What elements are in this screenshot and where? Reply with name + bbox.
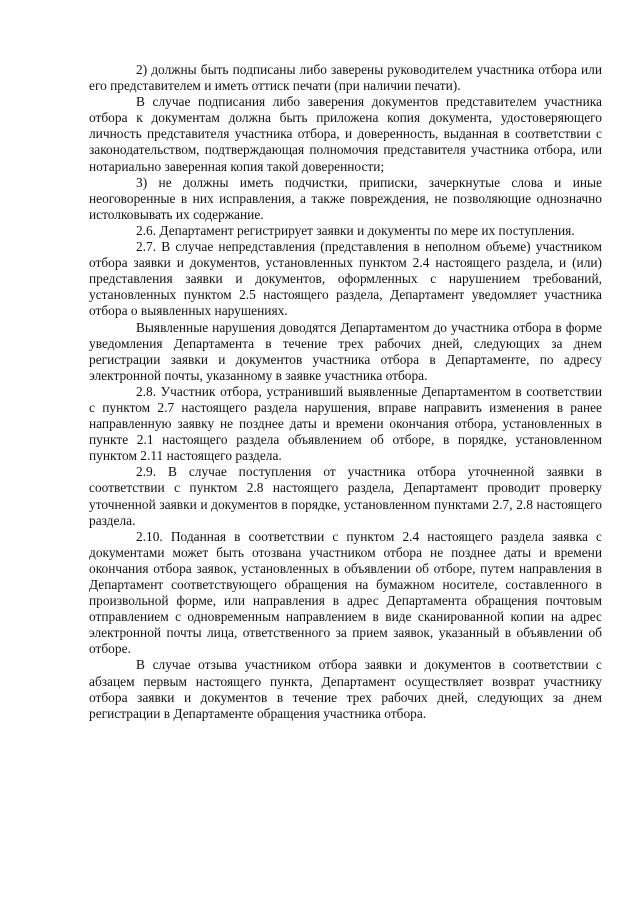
paragraph-item3-no-corrections: 3) не должны иметь подчистки, приписки, зачеркнутые слова и иные неоговоренные в них исправления, а также повреждения, не позволяющие однозначно истолковывать их содержание. [89,174,602,222]
paragraph-2-9: 2.9. В случае поступления от участника отбора уточненной заявки в соответствии с пунктом 2.8 настоящего раздела, Департамент проводит проверку уточненной заявки и документов в порядке, установленном пунктами 2.7, 2.8 настоящего раздела. [89,464,602,528]
paragraph-2-7: 2.7. В случае непредставления (представления в неполном объеме) участником отбора заявки и документов, установленных пунктом 2.4 настоящего раздела, и (или) представления заявки и документов, оформленных с нарушением требований, установленных пунктом 2.5 настоящего раздела, Департамент уведомляет участника отбора о выявленных нарушениях. [89,239,602,319]
paragraph-2-8: 2.8. Участник отбора, устранивший выявленные Департаментом в соответствии с пунктом 2.7 настоящего раздела нарушения, вправе направить изменения в ранее направленную заявку не позднее даты и времени окончания отбора, установленных в пункте 2.1 настоящего раздела объявлением об отборе, в порядке, установленном пунктом 2.11 настоящего раздела. [89,383,602,464]
paragraph-2-10: 2.10. Поданная в соответствии с пунктом 2.4 настоящего раздела заявка с документами может быть отозвана участником отбора не позднее даты и времени окончания отбора заявок, установленных в объявлении об отборе, путем направления в Департамент соответствующего обращения на бумажном носителе, составленного в произвольной форме, или направления в адрес Департамента обращения почтовым отправлением с одновременным направлением в виде сканированной копии на адрес электронной почты лица, ответственного за прием заявок, указанный в объявлении об отборе. [89,528,602,657]
paragraph-violations-notice: Выявленные нарушения доводятся Департаментом до участника отбора в форме уведомления Департамента в течение трех рабочих дней, следующих за днем регистрации заявки и документов участника отбора в Департаменте, по адресу электронной почты, указанному в заявке участника отбора. [89,319,602,383]
paragraph-withdrawal-return: В случае отзыва участником отбора заявки и документов в соответствии с абзацем первым настоящего пункта, Департамент осуществляет возврат участнику отбора заявки и документов в течение трех рабочих дней, следующих за днем регистрации в Департаменте обращения участника отбора. [89,657,602,721]
paragraph-item2-signature: 2) должны быть подписаны либо заверены руководителем участника отбора или его представителем и иметь оттиск печати (при наличии печати). [89,62,602,94]
paragraph-2-6: 2.6. Департамент регистрирует заявки и документы по мере их поступления. [136,222,575,238]
document-page [89,62,602,722]
paragraph-representative-signing: В случае подписания либо заверения документов представителем участника отбора к документам должна быть приложена копия документа, удостоверяющего личность представителя участника отбора, и доверенность, выданная в соответствии с законодательством, подтверждающая полномочия представителя участника отбора, или нотариально заверенная копия такой доверенности; [89,94,602,174]
